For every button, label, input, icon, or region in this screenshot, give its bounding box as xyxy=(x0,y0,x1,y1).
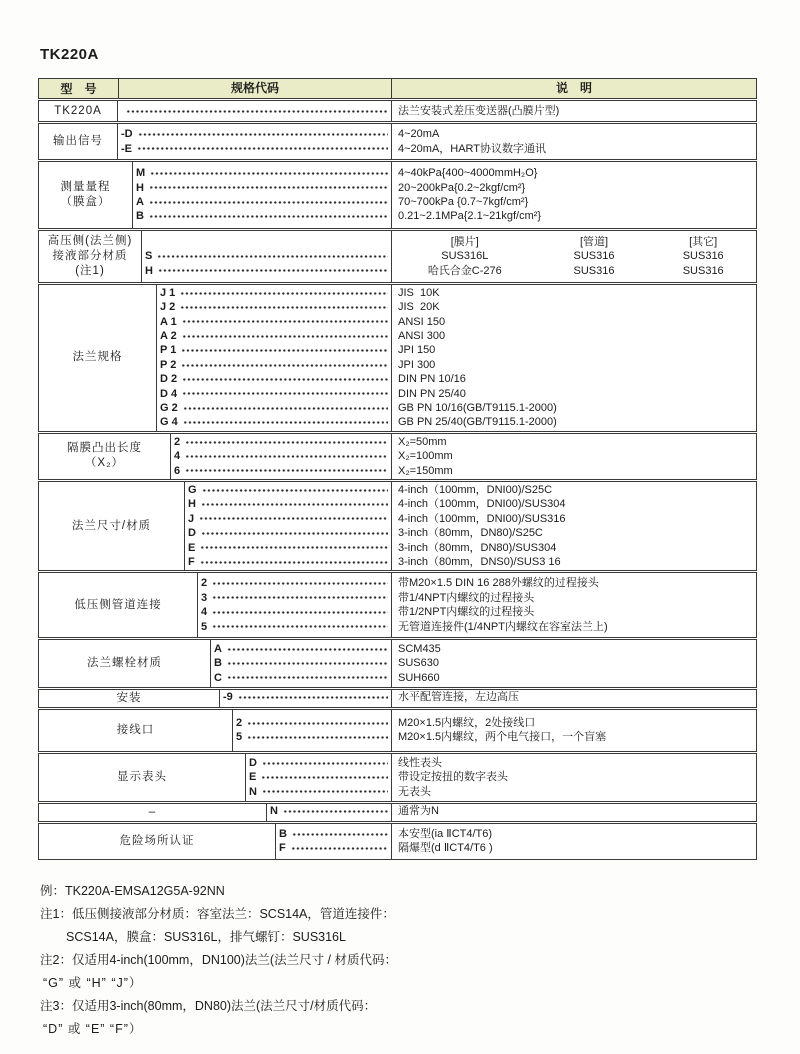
dotted-leader xyxy=(262,790,388,793)
section-flange-size-material xyxy=(38,481,757,571)
code-line xyxy=(157,343,391,357)
code-line xyxy=(133,209,391,223)
code-line xyxy=(171,449,391,463)
category-label: 安装 xyxy=(116,692,142,705)
section-model xyxy=(38,100,757,122)
header-model-column: 型 号 xyxy=(60,82,97,96)
footnote-line: 注2：仅适用4-inch(100mm，DN100)法兰(法兰尺寸 / 材质代码： xyxy=(40,953,397,967)
description-column xyxy=(391,573,756,637)
spec-code: 5 xyxy=(201,620,208,633)
spec-description: 水平配管连接，左边高压 xyxy=(398,691,519,704)
dotted-leader xyxy=(180,292,388,295)
section-flange-spec xyxy=(38,284,757,432)
spec-code: F xyxy=(279,842,286,855)
dotted-leader xyxy=(182,392,388,395)
code-column xyxy=(198,573,391,637)
dotted-leader xyxy=(137,147,388,150)
code-column xyxy=(133,162,391,228)
code-line xyxy=(198,620,391,634)
spec-code: N xyxy=(270,805,278,818)
category-cell xyxy=(39,124,118,159)
spec-description: JPI 300 xyxy=(398,358,436,371)
spec-code: 2 xyxy=(236,717,243,730)
description-column xyxy=(391,231,756,282)
code-column xyxy=(276,824,391,859)
code-line xyxy=(157,372,391,386)
spec-description: SUS630 xyxy=(398,657,439,670)
code-line xyxy=(233,730,391,744)
section-low-pressure-connection xyxy=(38,572,757,638)
description-column xyxy=(391,101,756,121)
code-line xyxy=(233,716,391,730)
spec-code: A xyxy=(214,642,222,655)
spec-description: SCM435 xyxy=(398,642,441,655)
code-line xyxy=(157,300,391,314)
spec-code: E xyxy=(188,541,196,554)
description-column xyxy=(391,162,756,228)
dotted-leader xyxy=(157,255,388,258)
spec-description: X₂=50mm xyxy=(398,435,447,448)
dotted-leader xyxy=(149,186,388,189)
category-label: (注1) xyxy=(75,264,105,277)
spec-code: B xyxy=(279,828,287,841)
dotted-leader xyxy=(199,517,388,520)
dotted-leader xyxy=(201,532,388,535)
section-output-signal xyxy=(38,123,757,160)
category-cell xyxy=(39,824,276,859)
spec-code: H xyxy=(145,264,153,277)
spec-code: H xyxy=(136,181,144,194)
category-label: 危险场所认证 xyxy=(119,834,195,847)
dotted-leader xyxy=(182,378,388,381)
spec-description: 4~40kPa{400~4000mmH₂O} xyxy=(398,167,538,180)
spec-code: 2 xyxy=(174,435,181,448)
material-column-header: [膜片] xyxy=(450,235,479,248)
description-column xyxy=(391,804,756,821)
code-line xyxy=(142,235,391,249)
header-code-column: 规格代码 xyxy=(118,79,391,98)
category-cell xyxy=(39,482,185,570)
description-column xyxy=(391,434,756,479)
description-column xyxy=(391,690,756,707)
spec-code: J 1 xyxy=(160,286,176,299)
dotted-leader xyxy=(212,582,388,585)
code-line xyxy=(198,576,391,590)
dotted-leader xyxy=(126,110,388,113)
spec-code: D xyxy=(249,756,257,769)
code-line xyxy=(118,104,391,118)
dotted-leader xyxy=(212,625,388,628)
spec-description: 3-inch（80mm，DN80)/S25C xyxy=(398,527,543,540)
code-line xyxy=(133,181,391,195)
code-line xyxy=(157,387,391,401)
material-value: SUS316 xyxy=(573,250,615,263)
spec-code: E xyxy=(249,771,257,784)
spec-description: 带1/4NPT内螺纹的过程接头 xyxy=(398,591,535,604)
spec-code: D xyxy=(188,527,196,540)
dotted-leader xyxy=(212,611,388,614)
section-wetted-material xyxy=(38,230,757,283)
code-line xyxy=(133,166,391,180)
material-value: SUS316L xyxy=(441,250,489,263)
category-label: 法兰螺栓材质 xyxy=(87,656,162,669)
category-cell xyxy=(39,640,211,687)
spec-description: 70~700kPa {0.7~7kgf/cm²} xyxy=(398,195,529,208)
dotted-leader xyxy=(200,561,388,564)
code-line xyxy=(185,526,391,540)
description-column xyxy=(391,824,756,859)
category-label: 接液部分材质 xyxy=(52,249,128,262)
spec-code: 3 xyxy=(201,591,208,604)
code-line xyxy=(157,329,391,343)
spec-code: A xyxy=(136,195,144,208)
spec-description: 4~20mA，HART协议数字通讯 xyxy=(398,142,547,155)
footnote-line: “D” 或 “E” “F”） xyxy=(43,1022,143,1036)
material-value: SUS316 xyxy=(573,264,615,277)
spec-description: M20×1.5内螺纹，两个电气接口，一个盲塞 xyxy=(398,731,607,744)
dotted-leader xyxy=(291,847,388,850)
spec-code: B xyxy=(136,210,144,223)
dotted-leader xyxy=(138,133,388,136)
spec-description: ANSI 150 xyxy=(398,315,446,328)
spec-description: JIS 10K xyxy=(398,286,440,299)
spec-description: JPI 150 xyxy=(398,344,436,357)
section-diaphragm-length xyxy=(38,433,757,480)
category-label: 接线口 xyxy=(116,723,155,736)
dotted-leader xyxy=(185,441,388,444)
code-line xyxy=(142,264,391,278)
code-line xyxy=(185,512,391,526)
description-column xyxy=(391,482,756,570)
section-measuring-range xyxy=(38,161,757,229)
spec-description: 无管道连接件(1/4NPT内螺纹在容室法兰上) xyxy=(398,620,608,633)
spec-code: 2 xyxy=(201,577,208,590)
code-line xyxy=(220,690,391,704)
spec-code: 4 xyxy=(201,606,208,619)
spec-description xyxy=(392,264,756,278)
category-cell xyxy=(39,162,133,228)
dotted-leader xyxy=(182,320,388,323)
spec-code: G 2 xyxy=(160,402,178,415)
spec-description: 线性表头 xyxy=(398,756,442,769)
dotted-leader xyxy=(181,349,388,352)
dotted-leader xyxy=(200,546,388,549)
code-column xyxy=(118,101,391,121)
spec-code: G 4 xyxy=(160,416,178,429)
code-column xyxy=(185,482,391,570)
category-label: 法兰规格 xyxy=(72,351,123,364)
spec-description: 带设定按扭的数字表头 xyxy=(398,771,508,784)
spec-description: ANSI 300 xyxy=(398,330,446,343)
code-line xyxy=(118,142,391,156)
dotted-leader xyxy=(183,421,388,424)
spec-description: 带M20×1.5 DIN 16 288外螺纹的过程接头 xyxy=(398,577,599,590)
spec-description: 隔爆型(d ⅡCT4/T6 ) xyxy=(398,842,493,855)
spec-description: 通常为N xyxy=(398,805,439,818)
code-line xyxy=(246,756,391,770)
section-conduit-connection xyxy=(38,709,757,752)
description-column xyxy=(391,754,756,801)
spec-description: 法兰安装式差压变送器(凸膜片型) xyxy=(398,105,560,117)
spec-code: A 2 xyxy=(160,330,177,343)
code-line xyxy=(185,497,391,511)
footnotes xyxy=(40,880,397,1041)
dotted-leader xyxy=(158,269,388,272)
category-label: 显示表头 xyxy=(117,770,167,783)
spec-description: GB PN 10/16(GB/T9115.1-2000) xyxy=(398,402,557,415)
dotted-leader xyxy=(261,776,388,779)
spec-code: M xyxy=(136,167,146,180)
description-column xyxy=(391,285,756,431)
dotted-leader xyxy=(247,736,388,739)
spec-code: J xyxy=(188,512,195,525)
code-line xyxy=(211,642,391,656)
spec-code: -9 xyxy=(223,691,233,704)
dotted-leader xyxy=(201,503,388,506)
footnote-line: SCS14A，膜盒：SUS316L，排气螺钉：SUS316L xyxy=(66,930,346,944)
spec-description: JIS 20K xyxy=(398,301,440,314)
spec-code: -E xyxy=(121,142,132,155)
code-line xyxy=(276,841,391,855)
category-label: TK220A xyxy=(54,104,102,117)
spec-description: 4-inch（100mm，DNI00)/SUS304 xyxy=(398,498,566,511)
dotted-leader xyxy=(185,455,388,458)
spec-description xyxy=(392,249,756,263)
dotted-leader xyxy=(183,407,388,410)
category-label: – xyxy=(148,806,157,819)
spec-code: H xyxy=(188,498,196,511)
category-label: 隔膜凸出长度 xyxy=(67,442,142,455)
spec-code: -D xyxy=(121,128,133,141)
code-line xyxy=(157,286,391,300)
spec-code: B xyxy=(214,657,222,670)
spec-code: S xyxy=(145,250,153,263)
category-cell xyxy=(39,101,118,121)
spec-description: DIN PN 25/40 xyxy=(398,387,466,400)
code-line xyxy=(198,605,391,619)
footnote-line: 注1：低压侧接液部分材质：容室法兰：SCS14A，管道连接件： xyxy=(40,907,395,921)
category-cell xyxy=(39,804,267,821)
code-column xyxy=(246,754,391,801)
spec-code: P 1 xyxy=(160,344,177,357)
material-value: 哈氏合金C-276 xyxy=(427,264,502,277)
code-column xyxy=(233,710,391,751)
dotted-leader xyxy=(227,676,388,679)
page-title: TK220A xyxy=(40,46,99,63)
code-line xyxy=(246,770,391,784)
spec-description: 4-inch（100mm，DNI00)/SUS316 xyxy=(398,512,566,525)
dotted-leader xyxy=(202,489,388,492)
material-column-header: [其它] xyxy=(689,235,718,248)
spec-code: 6 xyxy=(174,464,181,477)
code-line xyxy=(246,785,391,799)
spec-code: D 2 xyxy=(160,373,178,386)
code-column xyxy=(118,124,391,159)
code-column xyxy=(267,804,391,821)
code-line xyxy=(157,358,391,372)
footnote-line: “G” 或 “H” “J”） xyxy=(43,976,143,990)
category-cell xyxy=(39,690,220,707)
spec-description: 本安型(ia ⅡCT4/T6) xyxy=(398,828,493,841)
description-column xyxy=(391,124,756,159)
dotted-leader xyxy=(149,215,388,218)
section-mounting xyxy=(38,689,757,708)
category-label: 法兰尺寸/材质 xyxy=(71,519,152,532)
code-line xyxy=(185,483,391,497)
spec-description: 3-inch（80mm，DN80)/SUS304 xyxy=(398,541,557,554)
spec-description: 20~200kPa{0.2~2kgf/cm²} xyxy=(398,181,526,194)
dotted-leader xyxy=(283,810,388,813)
spec-description: 无表头 xyxy=(398,785,431,798)
spec-code: C xyxy=(214,671,222,684)
spec-description: 0.21~2.1MPa{2.1~21kgf/cm²} xyxy=(398,210,542,223)
material-column-header: [管道] xyxy=(579,235,609,248)
spec-code: A 1 xyxy=(160,315,177,328)
spec-code: J 2 xyxy=(160,301,176,314)
spec-description: 4-inch（100mm，DNI00)/S25C xyxy=(398,483,553,496)
code-line xyxy=(185,555,391,569)
category-label: （膜盒） xyxy=(60,195,111,208)
spec-description: SUH660 xyxy=(398,671,440,684)
dotted-leader xyxy=(181,364,388,367)
code-column xyxy=(142,231,391,282)
dotted-leader xyxy=(180,306,388,309)
spec-description: GB PN 25/40(GB/T9115.1-2000) xyxy=(398,416,557,429)
description-column xyxy=(391,640,756,687)
spec-description: DIN PN 10/16 xyxy=(398,373,466,386)
dotted-leader xyxy=(182,335,388,338)
category-cell xyxy=(39,710,233,751)
header-description-column: 说 明 xyxy=(391,79,756,98)
section-flange-bolt-material xyxy=(38,639,757,688)
category-label: 输出信号 xyxy=(53,135,103,148)
category-label: 低压侧管道连接 xyxy=(74,598,162,611)
dotted-leader xyxy=(238,696,388,699)
code-line xyxy=(118,127,391,141)
spec-description: 3-inch（80mm，DNS0)/SUS3 16 xyxy=(398,555,561,568)
code-line xyxy=(157,315,391,329)
spec-description: X₂=150mm xyxy=(398,464,453,477)
footnote-line: 例：TK220A-EMSA12G5A-92NN xyxy=(40,884,225,898)
code-line xyxy=(171,464,391,478)
code-column xyxy=(220,690,391,707)
description-column xyxy=(391,710,756,751)
spec-description: M20×1.5内螺纹，2处接线口 xyxy=(398,717,536,730)
spec-code: P 2 xyxy=(160,358,177,371)
dotted-leader xyxy=(227,662,388,665)
code-line xyxy=(142,249,391,263)
category-cell xyxy=(39,231,142,282)
code-column xyxy=(211,640,391,687)
category-cell xyxy=(39,434,171,479)
section-hazardous-certification xyxy=(38,823,757,860)
category-label: （X₂） xyxy=(84,457,125,470)
code-line xyxy=(211,671,391,685)
code-line xyxy=(185,541,391,555)
spec-code: 4 xyxy=(174,450,181,463)
spec-code: N xyxy=(249,785,257,798)
section-indicator xyxy=(38,753,757,802)
code-line xyxy=(211,656,391,670)
spec-code: F xyxy=(188,555,195,568)
table-header xyxy=(38,78,757,99)
code-line xyxy=(157,415,391,429)
code-line xyxy=(157,401,391,415)
category-label: 高压侧(法兰侧) xyxy=(47,234,133,247)
category-cell xyxy=(39,285,157,431)
dotted-leader xyxy=(227,648,388,651)
dotted-leader xyxy=(247,722,388,725)
code-line xyxy=(198,591,391,605)
footnote-line: 注3：仅适用3-inch(80mm，DN80)法兰(法兰尺寸/材质代码： xyxy=(40,999,377,1013)
spec-code: G xyxy=(188,483,197,496)
code-line xyxy=(267,804,391,818)
spec-code: D 4 xyxy=(160,387,178,400)
spec-description: X₂=100mm xyxy=(398,450,453,463)
material-value: SUS316 xyxy=(682,250,724,263)
code-column xyxy=(157,285,391,431)
spec-table xyxy=(38,78,757,860)
dotted-leader xyxy=(212,596,388,599)
dotted-leader xyxy=(149,201,388,204)
spec-code: 5 xyxy=(236,731,243,744)
material-value: SUS316 xyxy=(682,264,724,277)
dotted-leader xyxy=(185,469,388,472)
code-line xyxy=(171,435,391,449)
code-column xyxy=(171,434,391,479)
dotted-leader xyxy=(292,833,388,836)
code-line xyxy=(276,827,391,841)
spec-description: 带1/2NPT内螺纹的过程接头 xyxy=(398,606,535,619)
category-cell xyxy=(39,754,246,801)
category-label: 测量量程 xyxy=(60,180,111,193)
spec-description: 4~20mA xyxy=(398,128,440,141)
spec-description xyxy=(392,235,756,249)
dotted-leader xyxy=(150,172,388,175)
section-reserved xyxy=(38,803,757,822)
code-line xyxy=(133,195,391,209)
category-cell xyxy=(39,573,198,637)
dotted-leader xyxy=(262,762,388,765)
